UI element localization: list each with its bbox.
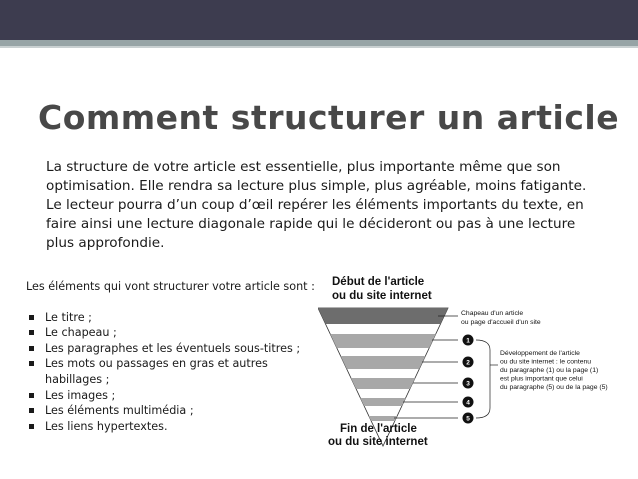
pyramid-band-3 <box>351 378 415 389</box>
development-annotation: du paragraphe (1) ou la page (1) <box>500 367 599 374</box>
intro-paragraph: La structure de votre article est essentielle, plus importante même que son optimisation. Elle rendra sa lecture plus simple, plus agréable, moins fatigante. Le lecteur pourra d’un coup d’œil repérer les éléments importants du texte, en faire ainsi une lecture diagonale rapide qui le décideront ou pas à une lecture plus approfondie. <box>46 159 587 251</box>
list-item: Les images ; <box>26 388 316 404</box>
diagram-bottom-label: Fin de l'article <box>340 423 417 435</box>
diagram-bottom-label-2: ou du site internet <box>328 436 428 448</box>
square-bullet-icon <box>29 424 34 429</box>
pyramid-band-4 <box>360 398 405 406</box>
svg-text:1: 1 <box>466 337 470 345</box>
svg-text:2: 2 <box>466 359 470 367</box>
list-item: Les mots ou passages en gras et autres habillages ; <box>26 356 316 387</box>
development-annotation: est plus important que celui <box>500 375 583 383</box>
top-bar-accent-line <box>0 46 638 48</box>
svg-text:4: 4 <box>466 399 470 407</box>
square-bullet-icon <box>29 408 34 413</box>
pyramid-band-chapeau <box>318 308 448 324</box>
inverted-pyramid-diagram <box>318 270 628 450</box>
diagram-top-label-2: ou du site internet <box>332 290 432 302</box>
top-bar <box>0 0 638 40</box>
list-item: Le titre ; <box>26 310 316 326</box>
chapeau-annotation-2: ou page d'accueil d'un site <box>461 319 541 326</box>
list-item: Les liens hypertextes. <box>26 419 316 435</box>
square-bullet-icon <box>29 330 34 335</box>
square-bullet-icon <box>29 315 34 320</box>
elements-list <box>26 310 316 435</box>
development-annotation: du paragraphe (5) ou de la page (5) <box>500 384 608 391</box>
svg-text:3: 3 <box>466 380 470 388</box>
square-bullet-icon <box>29 393 34 398</box>
development-annotation: Développement de l'article <box>500 350 580 357</box>
svg-text:5: 5 <box>466 415 470 423</box>
diagram-top-label: Début de l'article <box>332 276 425 288</box>
list-item: Le chapeau ; <box>26 325 316 341</box>
elements-list-block <box>26 279 316 434</box>
pyramid-band-2 <box>341 356 426 369</box>
square-bullet-icon <box>29 361 34 366</box>
step-markers <box>463 335 474 424</box>
slide-title: Comment structurer un article <box>38 98 620 137</box>
pyramid-band-1 <box>330 334 436 348</box>
development-annotation: ou du site internet : le contenu <box>500 358 592 366</box>
list-item: Les paragraphes et les éventuels sous-titres ; <box>26 341 316 357</box>
chapeau-annotation: Chapeau d'un article <box>461 310 524 317</box>
pyramid-band-5 <box>369 416 397 421</box>
square-bullet-icon <box>29 346 34 351</box>
list-intro: Les éléments qui vont structurer votre article sont : <box>26 280 315 293</box>
list-item: Les éléments multimédia ; <box>26 403 316 419</box>
